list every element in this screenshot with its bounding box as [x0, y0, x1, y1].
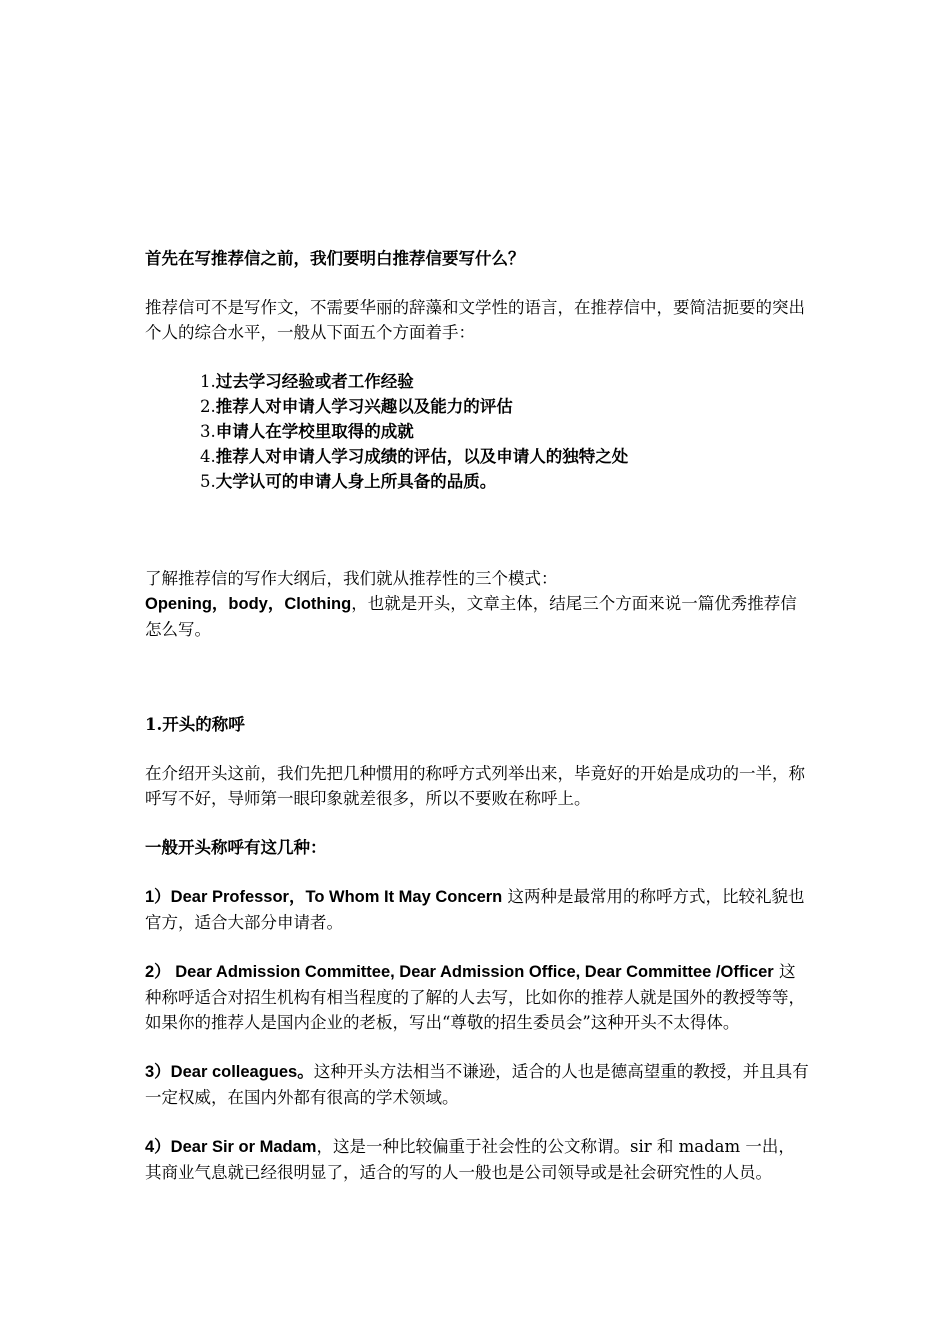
salutation-item: 2） Dear Admission Committee, Dear Admission Office, Dear Committee /Officer 这种称呼适合对招生机构有相当程度的了解的人去写，比如你的推荐人就是国外的教授等等，如果你的推荐人是国内企业的老板，写出“尊敬的招生委员会”这种开头不太得体。 — [145, 962, 805, 1032]
list-item: 2.推荐人对申请人学习兴趣以及能力的评估 — [200, 397, 513, 416]
list-item: 1.过去学习经验或者工作经验 — [200, 372, 414, 391]
section-title: 1.开头的称呼 — [145, 715, 245, 734]
intro-question: 首先在写推荐信之前，我们要明白推荐信要写什么？ — [145, 249, 525, 268]
modes-terms: Opening，body，Clothing — [145, 595, 352, 613]
list-item: 5.大学认可的申请人身上所具备的品质。 — [200, 472, 497, 491]
salutation-item: 4）Dear Sir or Madam，这是一种比较偏重于社会性的公文称谓。sir 和 madam 一出，其商业气息就已经很明显了，适合的写的人一般也是公司领导或是社会研究性的人员。 — [145, 1137, 795, 1182]
modes-line: 了解推荐信的写作大纲后，我们就从推荐性的三个模式： — [145, 569, 558, 588]
document-page — [145, 246, 810, 1185]
salutation-item: 1）Dear Professor，To Whom It May Concern 这两种是最常用的称呼方式，比较礼貌也官方，适合大部分申请者。 — [145, 887, 805, 932]
section-subheading: 一般开头称呼有这几种： — [145, 838, 327, 857]
intro-paragraph: 推荐信可不是写作文，不需要华丽的辞藻和文学性的语言，在推荐信中，要简洁扼要的突出个人的综合水平，一般从下面五个方面着手： — [145, 298, 805, 342]
section-paragraph: 在介绍开头这前，我们先把几种惯用的称呼方式列举出来，毕竟好的开始是成功的一半，称呼写不好，导师第一眼印象就差很多，所以不要败在称呼上。 — [145, 764, 805, 808]
list-item: 3.申请人在学校里取得的成就 — [200, 422, 414, 441]
aspects-list — [145, 369, 810, 494]
salutation-item: 3）Dear colleagues。这种开头方法相当不谦逊，适合的人也是德高望重的教授，并且具有一定权威，在国内外都有很高的学术领域。 — [145, 1062, 809, 1107]
modes-rest: ，也就是开头，文章主体，结尾三个方面来说一篇优秀推荐信怎么写。 — [145, 594, 797, 639]
list-item: 4.推荐人对申请人学习成绩的评估，以及申请人的独特之处 — [200, 447, 629, 466]
modes-paragraph — [145, 591, 810, 642]
